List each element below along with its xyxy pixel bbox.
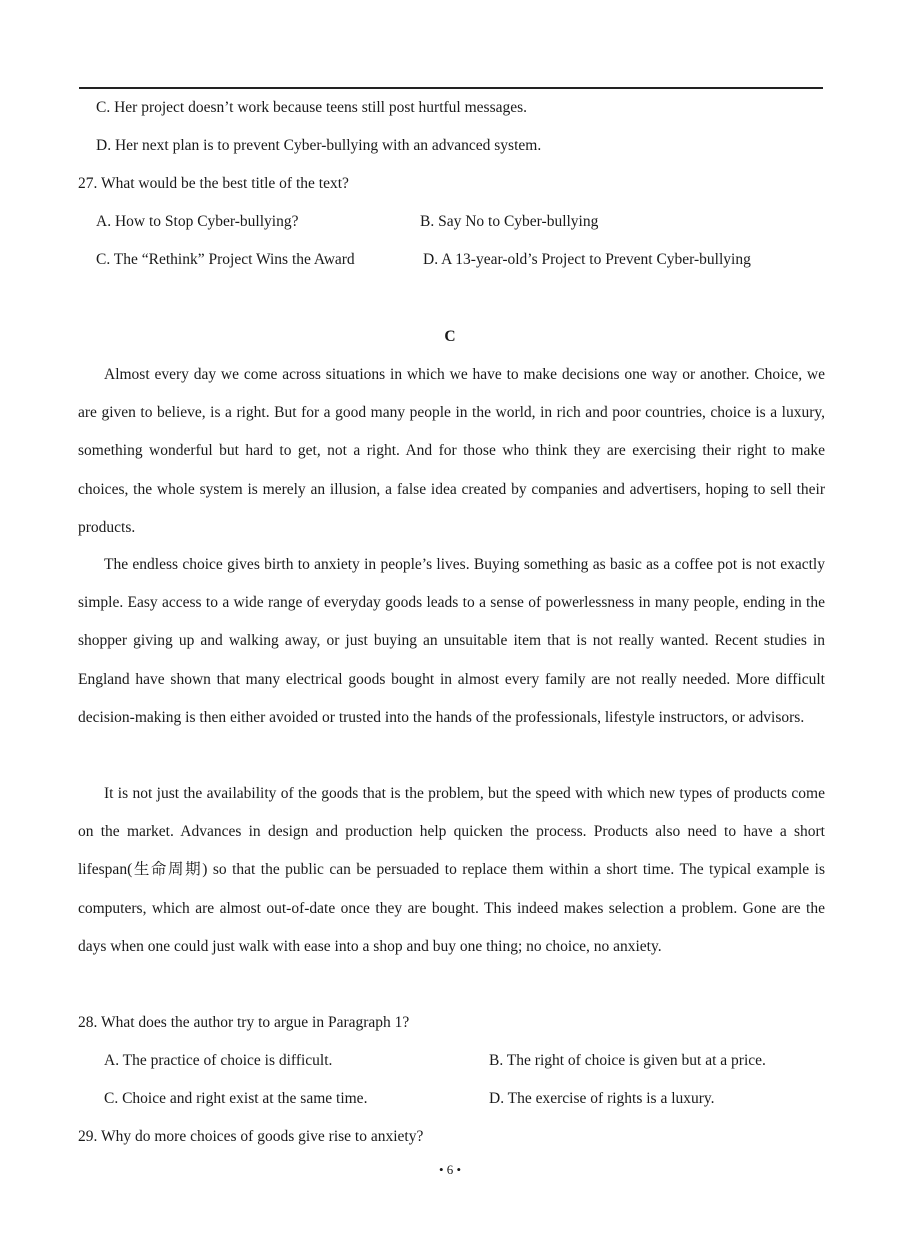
top-rule	[79, 87, 823, 89]
question-27-option-c: C. The “Rethink” Project Wins the Award	[96, 251, 355, 268]
question-28-option-b: B. The right of choice is given but at a price.	[489, 1052, 766, 1069]
prev-question-option-d: D. Her next plan is to prevent Cyber-bullying with an advanced system.	[96, 137, 542, 154]
question-29-stem: 29. Why do more choices of goods give rise to anxiety?	[78, 1128, 424, 1145]
question-27-stem: 27. What would be the best title of the text?	[78, 175, 349, 192]
question-28-option-a: A. The practice of choice is difficult.	[104, 1052, 333, 1069]
passage-paragraph-3: It is not just the availability of the goods that is the problem, but the speed with which new types of products come on the market. Advances in design and production help quicken the process. Products also need to have a short lifespan(生命周期) so that the public can be persuaded to replace them within a short time. The typical example is computers, which are almost out-of-date once they are bought. This indeed makes selection a problem. Gone are the days when one could just walk with ease into a shop and buy one thing; no choice, no anxiety.	[78, 785, 825, 955]
prev-question-option-c: C. Her project doesn’t work because teens still post hurtful messages.	[96, 99, 528, 116]
question-27-option-b: B. Say No to Cyber-bullying	[420, 213, 599, 230]
page-number: • 6 •	[438, 1162, 462, 1177]
passage-paragraph-2: The endless choice gives birth to anxiety in people’s lives. Buying something as basic as a coffee pot is not exactly simple. Easy access to a wide range of everyday goods leads to a sense of powerlessness in many people, ending in the shopper giving up and walking away, or just buying an unsuitable item that is not really wanted. Recent studies in England have shown that many electrical goods bought in almost every family are not really needed. More difficult decision-making is then either avoided or trusted into the hands of the professionals, lifestyle instructors, or advisors.	[78, 556, 825, 726]
question-28-option-d: D. The exercise of rights is a luxury.	[489, 1090, 715, 1107]
passage-paragraph-1: Almost every day we come across situations in which we have to make decisions one way or another. Choice, we are given to believe, is a right. But for a good many people in the world, in rich and poor countries, choice is a luxury, something wonderful but hard to get, not a right. And for those who think they are exercising their right to make choices, the whole system is merely an illusion, a false idea created by companies and advertisers, hoping to sell their products.	[78, 366, 825, 536]
question-28-option-c: C. Choice and right exist at the same time.	[104, 1090, 368, 1107]
section-heading-c: C	[444, 328, 456, 345]
question-27-option-a: A. How to Stop Cyber-bullying?	[96, 213, 299, 230]
question-27-option-d: D. A 13-year-old’s Project to Prevent Cyber-bullying	[423, 251, 751, 268]
question-28-stem: 28. What does the author try to argue in Paragraph 1?	[78, 1014, 410, 1031]
